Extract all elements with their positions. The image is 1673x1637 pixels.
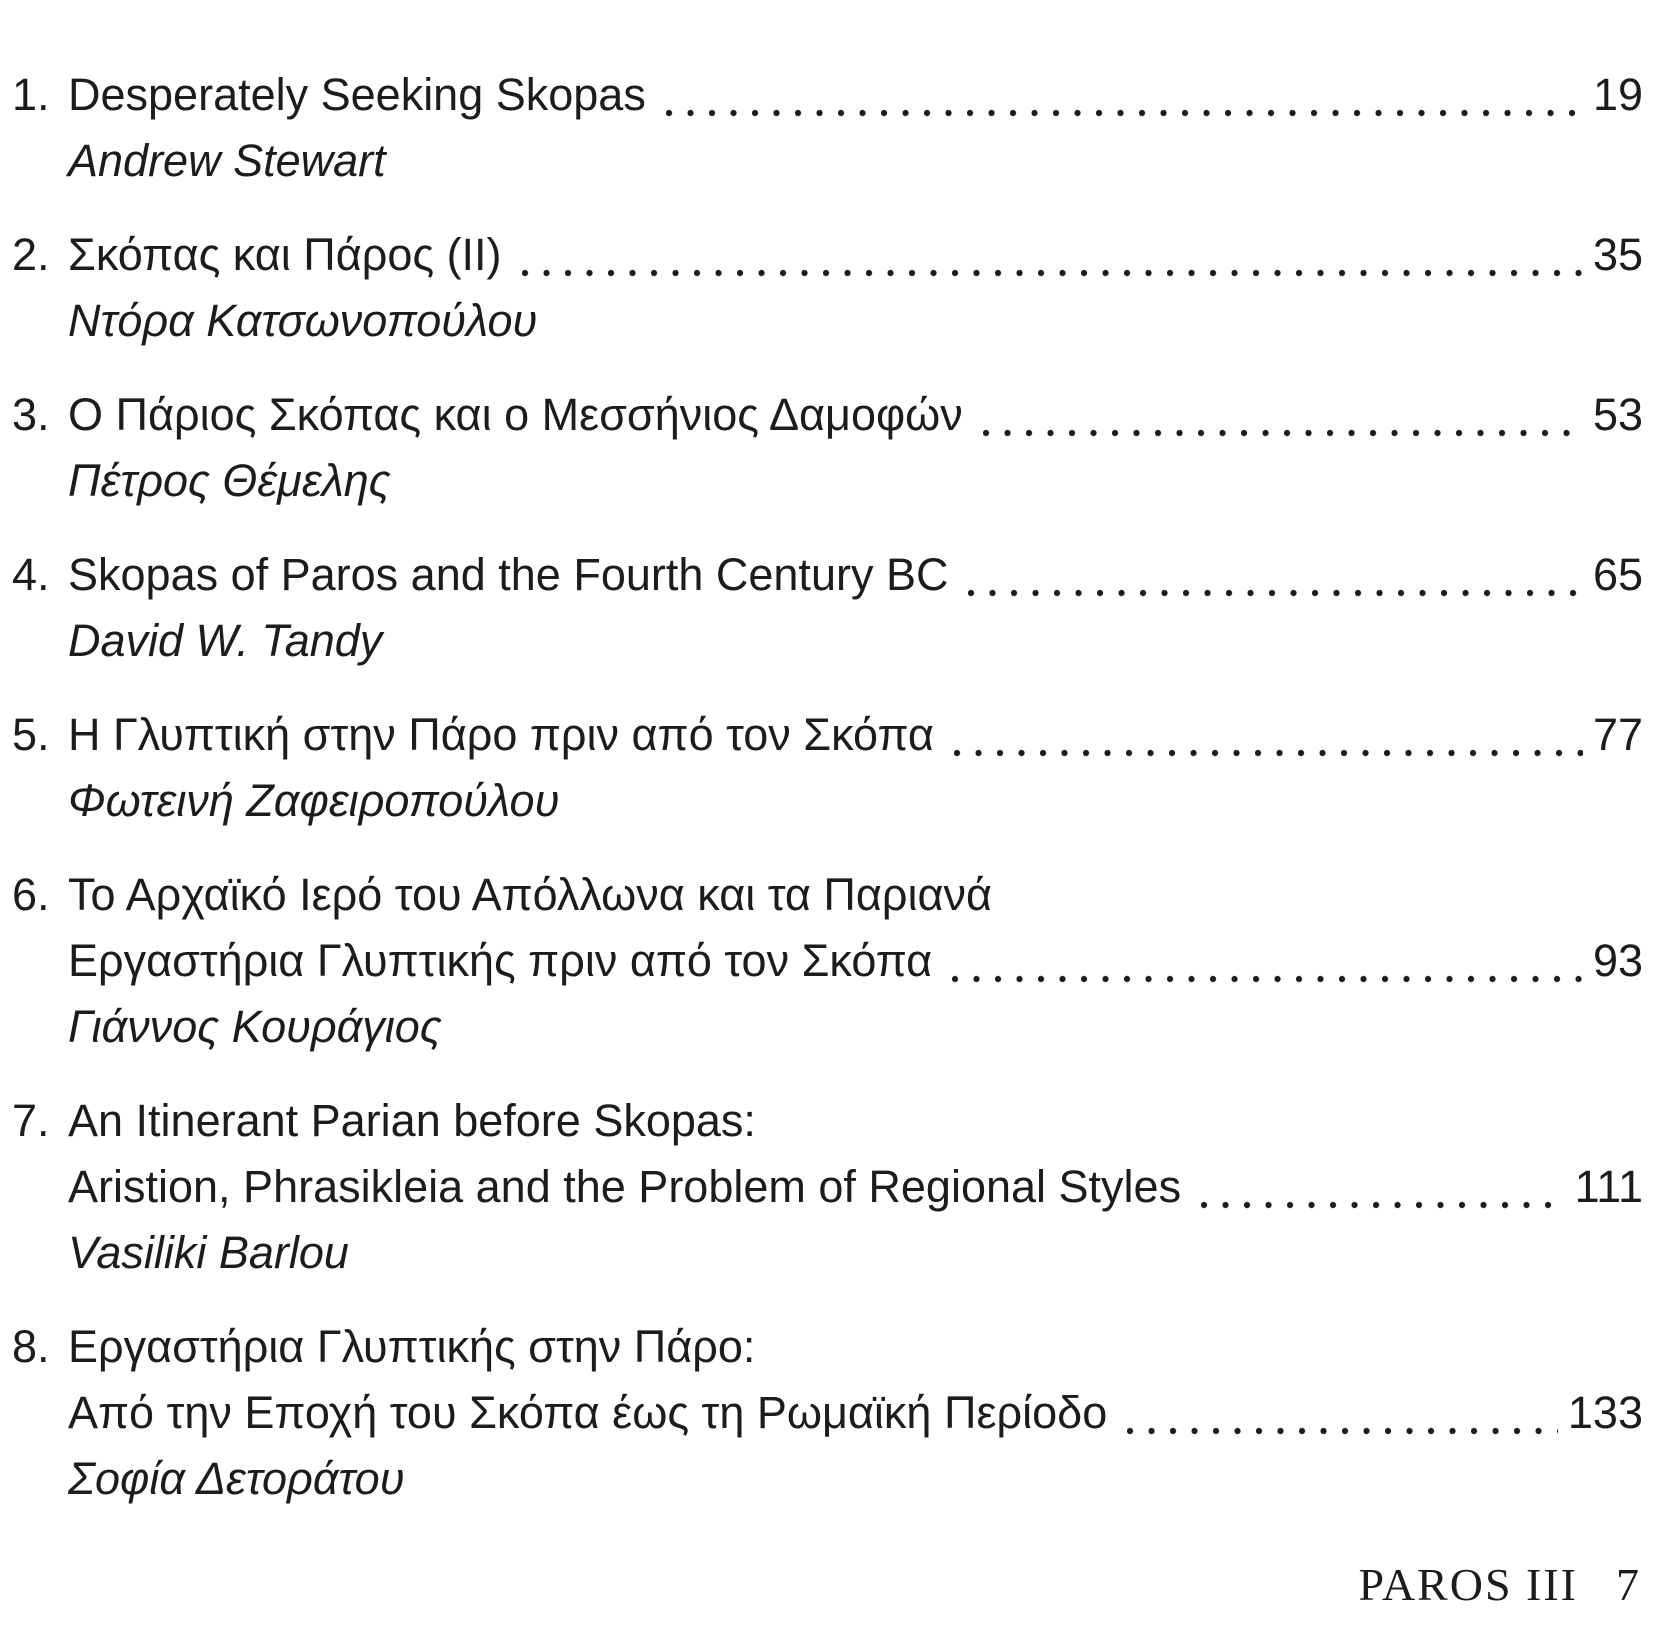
entry-body bbox=[68, 702, 1643, 834]
toc-entry bbox=[12, 1314, 1643, 1512]
entry-body bbox=[68, 542, 1643, 674]
entry-body bbox=[68, 62, 1643, 194]
entry-author: Σοφία Δετοράτου bbox=[68, 1453, 405, 1504]
dotted-leader bbox=[1199, 1154, 1565, 1220]
dotted-leader bbox=[950, 928, 1583, 994]
entry-page-number: 77 bbox=[1592, 709, 1643, 760]
entry-title-text: Desperately Seeking Skopas bbox=[68, 69, 646, 120]
entry-body bbox=[68, 222, 1643, 354]
entry-title-line-last bbox=[68, 62, 1643, 128]
entry-page-number: 133 bbox=[1567, 1387, 1643, 1438]
dotted-leader bbox=[981, 382, 1583, 448]
toc-entry bbox=[12, 62, 1643, 194]
entry-title-text: Skopas of Paros and the Fourth Century BC bbox=[68, 549, 949, 600]
dotted-leader bbox=[520, 222, 1583, 288]
dotted-leader bbox=[966, 542, 1582, 608]
entry-body bbox=[68, 1088, 1643, 1286]
entry-title-line: Εργαστήρια Γλυπτικής στην Πάρο: bbox=[68, 1321, 756, 1372]
dotted-leader bbox=[1125, 1380, 1558, 1446]
entry-number: 5. bbox=[12, 709, 50, 760]
entry-page-number: 65 bbox=[1592, 549, 1643, 600]
dotted-leader bbox=[664, 62, 1583, 128]
entry-body bbox=[68, 382, 1643, 514]
entry-number: 4. bbox=[12, 549, 50, 600]
entry-author: Vasiliki Barlou bbox=[68, 1227, 349, 1278]
entry-title-line-last bbox=[68, 542, 1643, 608]
entry-author: David W. Tandy bbox=[68, 615, 383, 666]
entry-body bbox=[68, 1314, 1643, 1512]
entry-number: 6. bbox=[12, 869, 50, 920]
entry-author: Γιάννος Κουράγιος bbox=[68, 1001, 442, 1052]
page-footer bbox=[0, 1555, 1673, 1637]
entry-title-text: Ο Πάριος Σκόπας και ο Μεσσήνιος Δαμοφών bbox=[68, 389, 963, 440]
entry-author: Πέτρος Θέμελης bbox=[68, 455, 391, 506]
dotted-leader bbox=[952, 702, 1583, 768]
entry-title-text: Από την Εποχή του Σκόπα έως τη Ρωμαϊκή Περίοδο bbox=[68, 1387, 1108, 1438]
entry-author: Ντόρα Κατσωνοπούλου bbox=[68, 295, 538, 346]
entry-page-number: 19 bbox=[1592, 69, 1643, 120]
entry-title-line-last bbox=[68, 222, 1643, 288]
entry-title-text: Aristion, Phrasikleia and the Problem of Regional Styles bbox=[68, 1161, 1182, 1212]
entry-number: 8. bbox=[12, 1321, 50, 1372]
entry-number: 1. bbox=[12, 69, 50, 120]
entry-page-number: 93 bbox=[1592, 935, 1643, 986]
entry-title-text: Η Γλυπτική στην Πάρο πριν από τον Σκόπα bbox=[68, 709, 934, 760]
entry-title-line-last bbox=[68, 702, 1643, 768]
entry-page-number: 35 bbox=[1592, 229, 1643, 280]
entry-number: 3. bbox=[12, 389, 50, 440]
toc-entry bbox=[12, 382, 1643, 514]
entry-title-line-last bbox=[68, 382, 1643, 448]
toc-entry bbox=[12, 1088, 1643, 1286]
toc-entry bbox=[12, 222, 1643, 354]
footer-book-title: PAROS III bbox=[1358, 1559, 1578, 1610]
entry-author: Andrew Stewart bbox=[68, 135, 386, 186]
toc-entry bbox=[12, 862, 1643, 1060]
entry-body bbox=[68, 862, 1643, 1060]
entry-title-text: Σκόπας και Πάρος (ΙΙ) bbox=[68, 229, 502, 280]
entry-title-line: Το Αρχαϊκό Ιερό του Απόλλωνα και τα Παριανά bbox=[68, 869, 993, 920]
entry-title-line-last bbox=[68, 928, 1643, 994]
entry-title-line: An Itinerant Parian before Skopas: bbox=[68, 1095, 756, 1146]
entry-author: Φωτεινή Ζαφειροπούλου bbox=[68, 775, 560, 826]
entry-number: 2. bbox=[12, 229, 50, 280]
footer-page-number: 7 bbox=[1616, 1559, 1641, 1610]
toc-entry bbox=[12, 702, 1643, 834]
entry-title-text: Εργαστήρια Γλυπτικής πριν από τον Σκόπα bbox=[68, 935, 933, 986]
toc-entry bbox=[12, 542, 1643, 674]
entry-title-line-last bbox=[68, 1380, 1643, 1446]
entry-number: 7. bbox=[12, 1095, 50, 1146]
entry-page-number: 53 bbox=[1592, 389, 1643, 440]
entry-page-number: 111 bbox=[1574, 1161, 1643, 1212]
entry-title-line-last bbox=[68, 1154, 1643, 1220]
